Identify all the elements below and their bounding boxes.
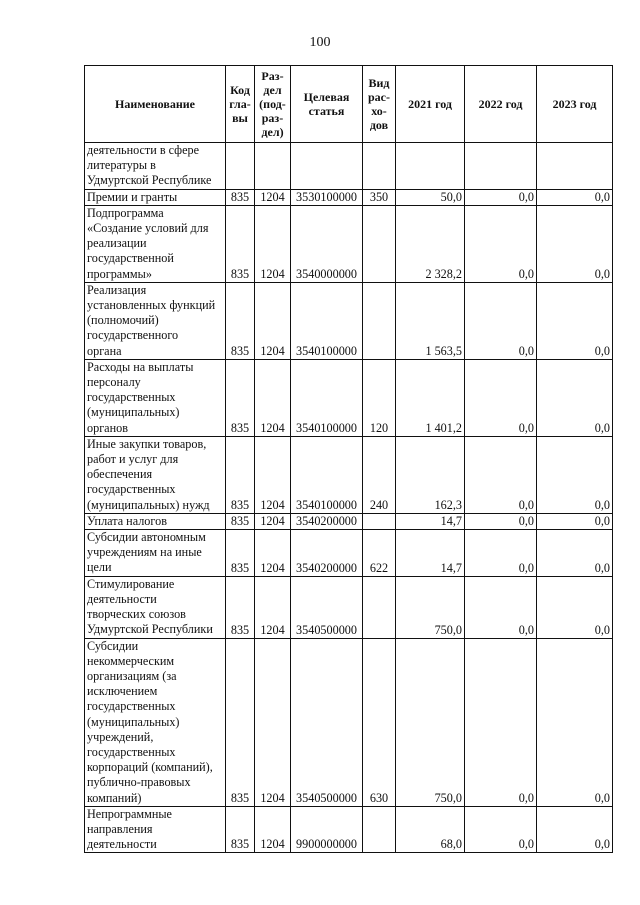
target-article-cell: 9900000000: [291, 806, 363, 853]
amount-2022-cell: 0,0: [465, 513, 537, 529]
chapter-code-cell: 835: [226, 806, 255, 853]
amount-2023-cell: 0,0: [537, 205, 613, 282]
section-cell: 1204: [255, 806, 291, 853]
amount-2021-cell: 2 328,2: [396, 205, 465, 282]
row-name-cell: Реализация установленных функций (полномочий) государственного органа: [85, 282, 226, 359]
target-article-cell: 3540000000: [291, 205, 363, 282]
page-number: 100: [309, 35, 331, 50]
header-year-2021: 2021 год: [396, 66, 465, 143]
amount-2022-cell: 0,0: [465, 205, 537, 282]
expense-type-cell: 240: [363, 436, 396, 513]
header-year-2023: 2023 год: [537, 66, 613, 143]
section-cell: 1204: [255, 189, 291, 205]
header-name: Наименование: [85, 66, 226, 143]
chapter-code-cell: 835: [226, 436, 255, 513]
section-cell: [255, 143, 291, 190]
section-cell: 1204: [255, 576, 291, 638]
target-article-cell: [291, 143, 363, 190]
amount-2023-cell: 0,0: [537, 282, 613, 359]
expense-type-cell: 350: [363, 189, 396, 205]
header-target-article: Целевая статья: [291, 66, 363, 143]
row-name-cell: Премии и гранты: [85, 189, 226, 205]
chapter-code-cell: [226, 143, 255, 190]
amount-2022-cell: [465, 143, 537, 190]
section-cell: 1204: [255, 436, 291, 513]
target-article-cell: 3540100000: [291, 282, 363, 359]
chapter-code-cell: 835: [226, 282, 255, 359]
table-row: [85, 513, 613, 529]
expense-type-cell: 120: [363, 359, 396, 436]
header-year-2022: 2022 год: [465, 66, 537, 143]
target-article-cell: 3540500000: [291, 638, 363, 806]
table-row: [85, 282, 613, 359]
table-row: [85, 576, 613, 638]
amount-2023-cell: 0,0: [537, 359, 613, 436]
expense-type-cell: [363, 143, 396, 190]
table-body: [85, 143, 613, 853]
table-row: [85, 189, 613, 205]
section-cell: 1204: [255, 359, 291, 436]
row-name-cell: Субсидии автономным учреждениям на иные цели: [85, 530, 226, 577]
target-article-cell: 3540200000: [291, 513, 363, 529]
row-name-cell: Подпрограмма «Создание условий для реализации государственной программы»: [85, 205, 226, 282]
amount-2021-cell: 1 563,5: [396, 282, 465, 359]
section-cell: 1204: [255, 638, 291, 806]
table-row: [85, 530, 613, 577]
target-article-cell: 3540200000: [291, 530, 363, 577]
table-header: [85, 66, 613, 143]
row-name-cell: Непрограммные направления деятельности: [85, 806, 226, 853]
chapter-code-cell: 835: [226, 638, 255, 806]
target-article-cell: 3540100000: [291, 436, 363, 513]
amount-2023-cell: 0,0: [537, 189, 613, 205]
row-name-cell: Стимулирование деятельности творческих союзов Удмуртской Республики: [85, 576, 226, 638]
amount-2023-cell: 0,0: [537, 513, 613, 529]
chapter-code-cell: 835: [226, 189, 255, 205]
target-article-cell: 3530100000: [291, 189, 363, 205]
row-name-cell: Расходы на выплаты персоналу государственных (муниципальных) органов: [85, 359, 226, 436]
amount-2023-cell: 0,0: [537, 436, 613, 513]
section-cell: 1204: [255, 282, 291, 359]
amount-2023-cell: 0,0: [537, 576, 613, 638]
target-article-cell: 3540100000: [291, 359, 363, 436]
amount-2022-cell: 0,0: [465, 530, 537, 577]
table-row: [85, 205, 613, 282]
chapter-code-cell: 835: [226, 359, 255, 436]
row-name-cell: деятельности в сфере литературы в Удмуртской Республике: [85, 143, 226, 190]
row-name-cell: Уплата налогов: [85, 513, 226, 529]
row-name-cell: Субсидии некоммерческим организациям (за исключением государственных (муниципальных) учреждений, государственных корпораций (компаний), публично-правовых компаний): [85, 638, 226, 806]
amount-2021-cell: 750,0: [396, 576, 465, 638]
amount-2023-cell: 0,0: [537, 806, 613, 853]
amount-2022-cell: 0,0: [465, 576, 537, 638]
chapter-code-cell: 835: [226, 530, 255, 577]
amount-2023-cell: [537, 143, 613, 190]
amount-2022-cell: 0,0: [465, 282, 537, 359]
table-row: [85, 359, 613, 436]
amount-2021-cell: 14,7: [396, 530, 465, 577]
chapter-code-cell: 835: [226, 576, 255, 638]
amount-2022-cell: 0,0: [465, 638, 537, 806]
amount-2023-cell: 0,0: [537, 638, 613, 806]
header-expense-type: Вид рас- хо- дов: [363, 66, 396, 143]
header-chapter-code: Код гла- вы: [226, 66, 255, 143]
expense-type-cell: [363, 576, 396, 638]
header-section: Раз- дел (под- раз- дел): [255, 66, 291, 143]
target-article-cell: 3540500000: [291, 576, 363, 638]
table-row: [85, 436, 613, 513]
amount-2021-cell: 68,0: [396, 806, 465, 853]
table-row: [85, 806, 613, 853]
amount-2023-cell: 0,0: [537, 530, 613, 577]
amount-2022-cell: 0,0: [465, 806, 537, 853]
amount-2021-cell: [396, 143, 465, 190]
amount-2021-cell: 50,0: [396, 189, 465, 205]
section-cell: 1204: [255, 530, 291, 577]
budget-table: [84, 65, 613, 853]
expense-type-cell: 622: [363, 530, 396, 577]
amount-2022-cell: 0,0: [465, 189, 537, 205]
expense-type-cell: [363, 513, 396, 529]
expense-type-cell: [363, 282, 396, 359]
chapter-code-cell: 835: [226, 205, 255, 282]
amount-2021-cell: 750,0: [396, 638, 465, 806]
row-name-cell: Иные закупки товаров, работ и услуг для обеспечения государственных (муниципальных) нужд: [85, 436, 226, 513]
amount-2022-cell: 0,0: [465, 436, 537, 513]
expense-type-cell: 630: [363, 638, 396, 806]
section-cell: 1204: [255, 513, 291, 529]
expense-type-cell: [363, 205, 396, 282]
amount-2021-cell: 1 401,2: [396, 359, 465, 436]
chapter-code-cell: 835: [226, 513, 255, 529]
table-row: [85, 638, 613, 806]
amount-2022-cell: 0,0: [465, 359, 537, 436]
amount-2021-cell: 14,7: [396, 513, 465, 529]
section-cell: 1204: [255, 205, 291, 282]
expense-type-cell: [363, 806, 396, 853]
amount-2021-cell: 162,3: [396, 436, 465, 513]
table-row: [85, 143, 613, 190]
